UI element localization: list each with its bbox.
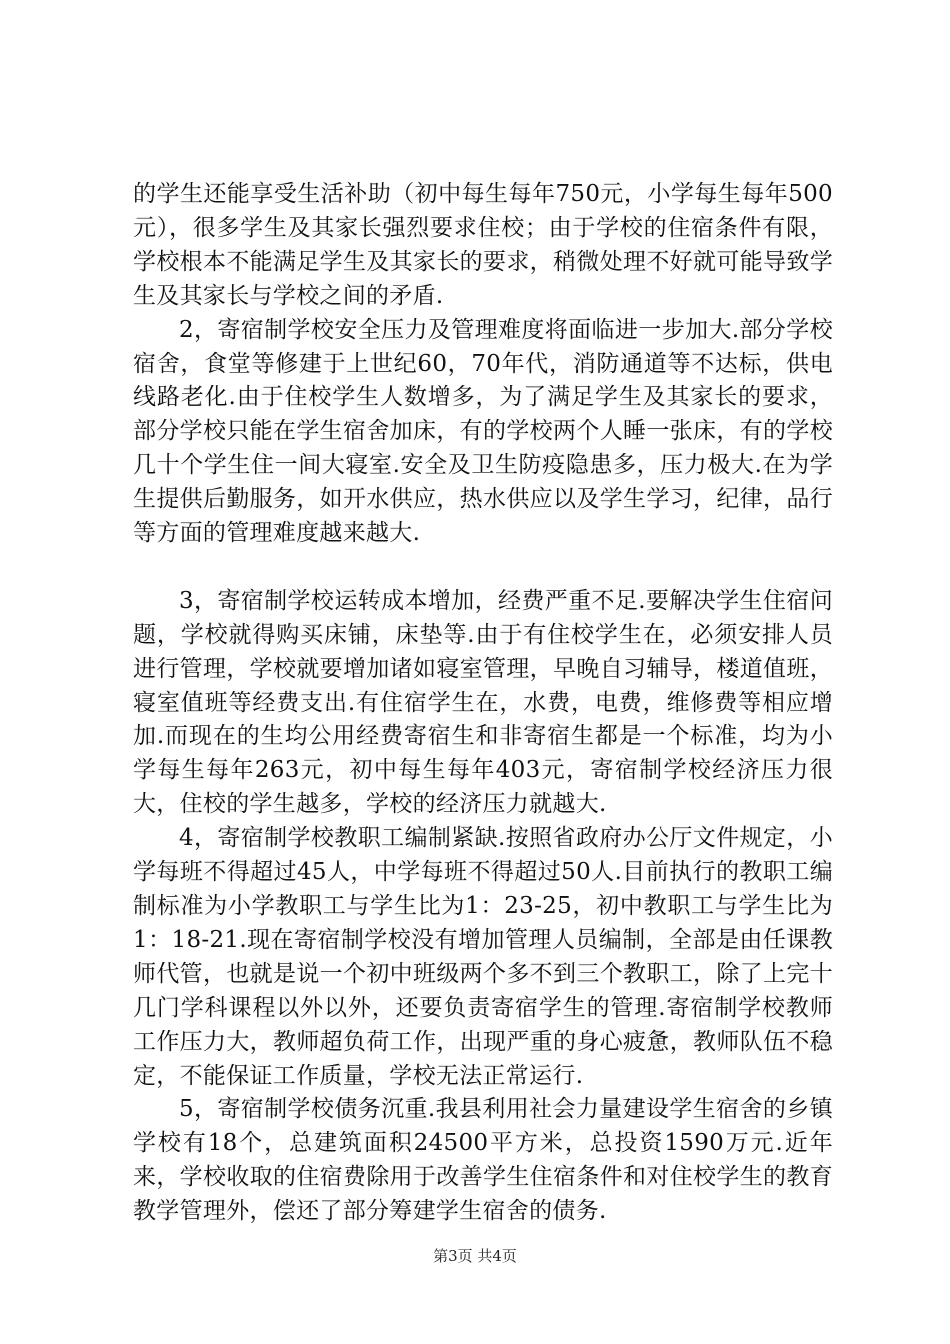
paragraph-5-debt-burden: 5，寄宿制学校债务沉重.我县利用社会力量建设学生宿舍的乡镇学校有18个，总建筑面积24500平方米，总投资1590万元.近年来，学校收取的住宿费除用于改善学生住宿条件和对住校学生的教育教学管理外，偿还了部分筹建学生宿舍的债务. xyxy=(133,1096,833,1225)
paragraph-2-safety-pressure: 2，寄宿制学校安全压力及管理难度将面临进一步加大.部分学校宿舍，食堂等修建于上世纪60，70年代，消防通道等不达标，供电线路老化.由于住校学生人数增多，为了满足学生及其家长的要求，部分学校只能在学生宿舍加床，有的学校两个人睡一张床，有的学校几十个学生住一间大寝室.安全及卫生防疫隐患多，压力极大.在为学生提供后勤服务，如开水供应，热水供应以及学生学习，纪律，品行等方面的管理难度越来越大. xyxy=(133,316,833,547)
paragraph-3-operating-cost: 3，寄宿制学校运转成本增加，经费严重不足.要解决学生住宿问题，学校就得购买床铺，床垫等.由于有住校学生在，必须安排人员进行管理，学校就要增加诸如寝室管理，早晚自习辅导，楼道值班，寝室值班等经费支出.有住宿学生在，水费，电费，维修费等相应增加.而现在的生均公用经费寄宿生和非寄宿生都是一个标准，均为小学每生每年263元，初中每生每年403元，寄宿制学校经济压力很大，住校的学生越多，学校的经济压力就越大. xyxy=(133,587,833,818)
paragraph-1-continuation: 的学生还能享受生活补助（初中每生每年750元，小学每生每年500元），很多学生及其家长强烈要求住校；由于学校的住宿条件有限，学校根本不能满足学生及其家长的要求，稍微处理不好就可能导致学生及其家长与学校之间的矛盾. xyxy=(133,181,833,309)
blank-line xyxy=(133,551,833,585)
document-body xyxy=(133,178,833,1229)
page-footer: 第3页 共4页 xyxy=(433,1247,517,1265)
paragraph-4-staffing-shortage: 4，寄宿制学校教职工编制紧缺.按照省政府办公厅文件规定，小学每班不得超过45人，中学每班不得超过50人.目前执行的教职工编制标准为小学教职工与学生比为1：23-25，初中教职工与学生比为1：18-21.现在寄宿制学校没有增加管理人员编制，全部是由任课教师代管，也就是说一个初中班级两个多不到三个教职工，除了上完十几门学科课程以外以外，还要负责寄宿学生的管理.寄宿制学校教师工作压力大，教师超负荷工作，出现严重的身心疲惫，教师队伍不稳定，不能保证工作质量，学校无法正常运行. xyxy=(133,825,833,1089)
